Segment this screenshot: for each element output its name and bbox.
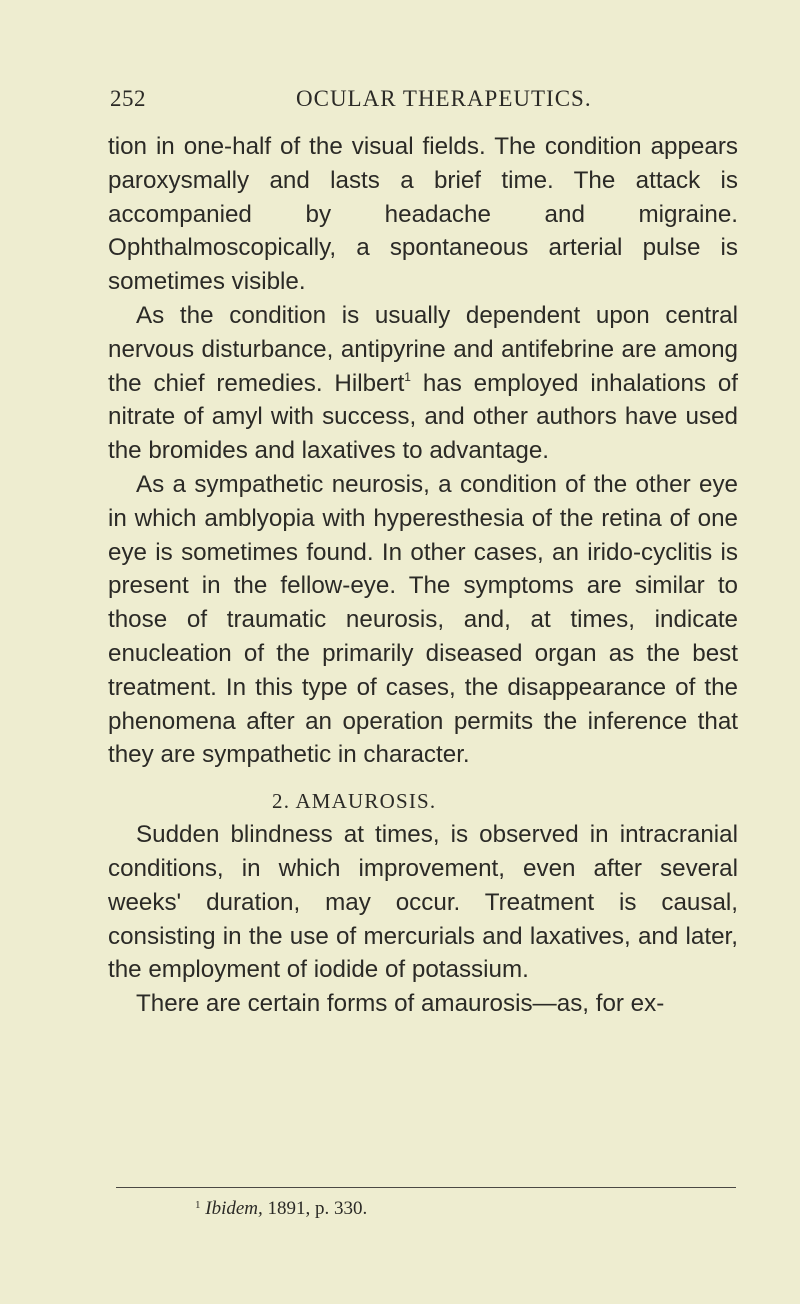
paragraph-amaurosis-forms: There are certain forms of amaurosis—as, for ex- bbox=[136, 990, 665, 1018]
section-heading: 2. AMAUROSIS. bbox=[272, 789, 437, 814]
page-number: 252 bbox=[110, 86, 146, 111]
paragraph-sudden-blindness: Sudden blindness at times, is observed in intracranial conditions, in which improvement, even after several weeks' duration, may occur. Treatment is causal, consisting in the use of mercurials and laxatives, and later, the employment of iodide of potassium. bbox=[108, 821, 738, 984]
footnote-source: Ibidem, bbox=[205, 1198, 263, 1219]
footnote-reference: 1 bbox=[404, 369, 411, 384]
paragraph-continuation: tion in one-half of the visual fields. The condition appears paroxysmally and lasts a brief time. The attack is accompanied by headache and migraine. Ophthalmoscopically, a spontaneous arterial pulse is sometimes visible. bbox=[108, 133, 738, 296]
paragraph-sympathetic-neurosis: As a sympathetic neurosis, a condition of the other eye in which amblyopia with hyperesthesia of the retina of one eye is sometimes found. In other cases, an irido-cyclitis is present in the fellow-eye. The symptoms are similar to those of traumatic neurosis, and, at times, indicate enucleation of the primarily diseased organ as the best treatment. In this type of cases, the disappearance of the phenomena after an operation permits the inference that they are sympathetic in character. bbox=[108, 470, 738, 769]
body-text bbox=[108, 130, 738, 1021]
page-header bbox=[110, 86, 730, 120]
paragraph-remedies-text: As the condition is usually dependent upon central nervous disturbance, antipyrine and antifebrine are among the chief remedies. Hilbert bbox=[108, 301, 738, 397]
paragraph-remedies-text-continued: has employed inhalations of nitrate of amyl with success, and other authors have used the bromides and laxatives to advantage. bbox=[108, 369, 738, 465]
running-title: OCULAR THERAPEUTICS. bbox=[296, 86, 592, 111]
footnote-marker: 1 bbox=[195, 1199, 201, 1211]
footnote-divider bbox=[116, 1187, 736, 1188]
footnote bbox=[195, 1198, 367, 1220]
paragraph-remedies bbox=[108, 299, 738, 468]
footnote-citation: 1891, p. 330. bbox=[267, 1198, 368, 1219]
